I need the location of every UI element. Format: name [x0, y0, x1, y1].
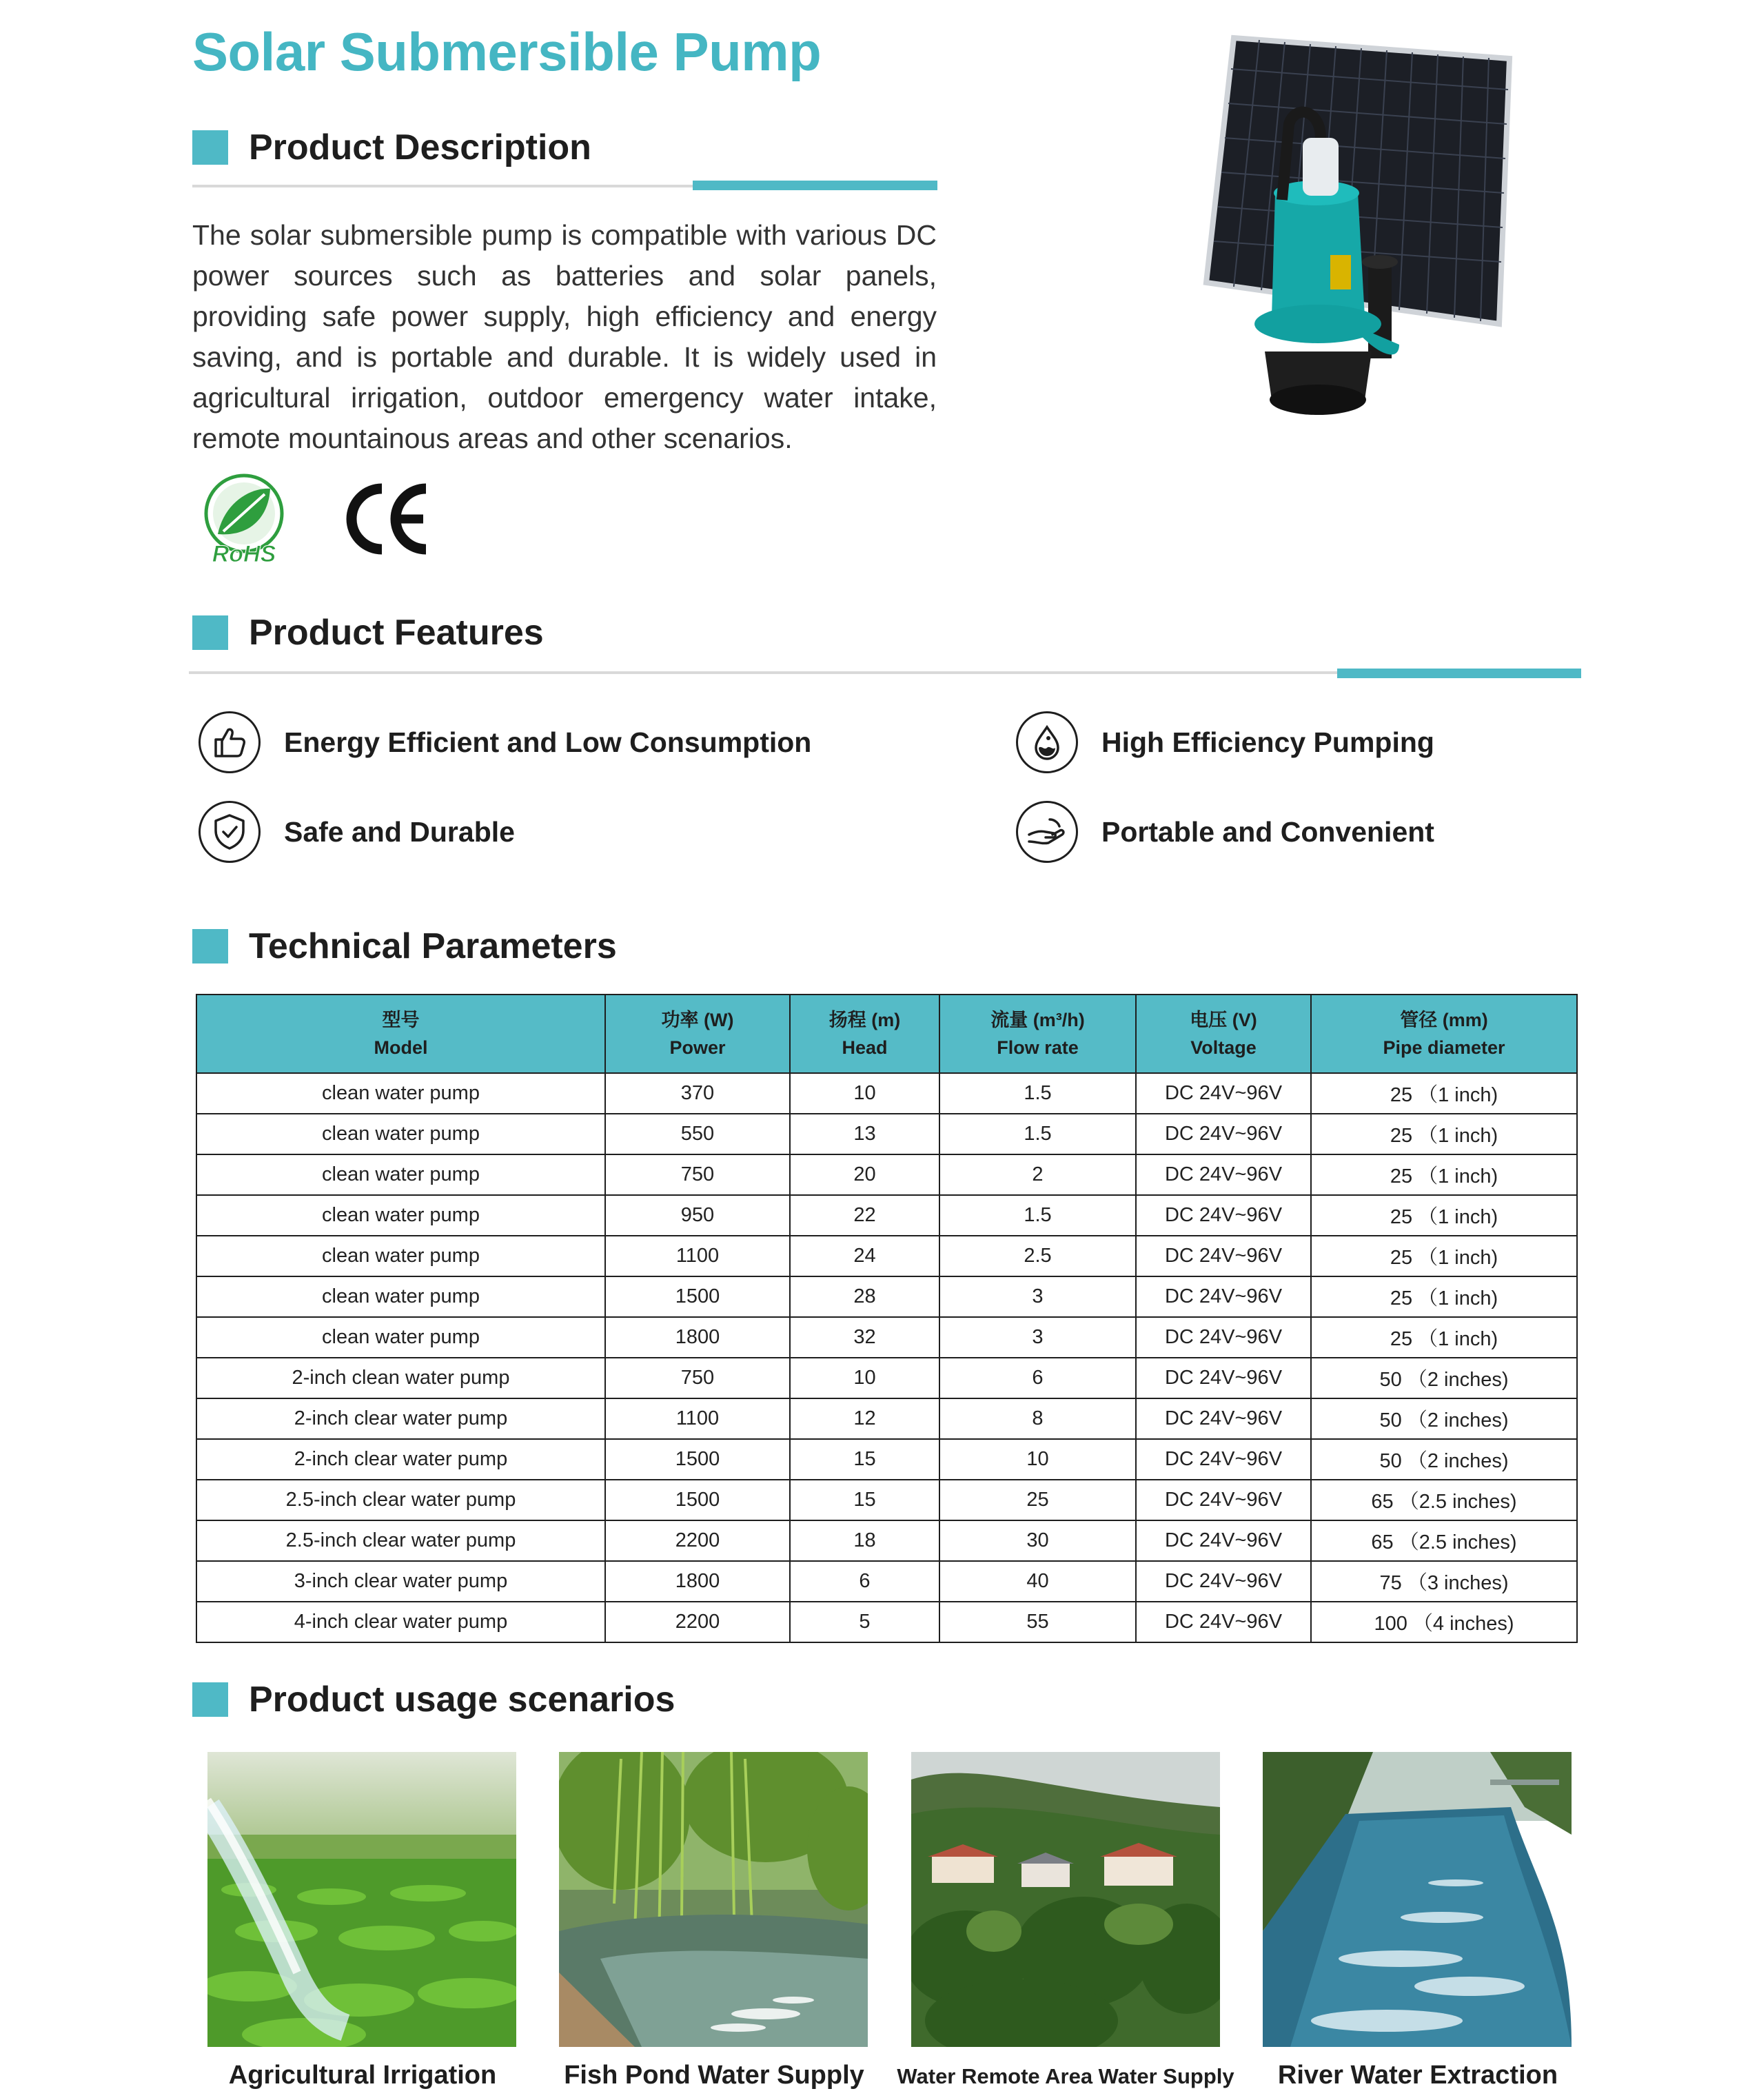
table-cell: 2.5 [939, 1236, 1136, 1276]
table-cell: 10 [939, 1439, 1136, 1480]
table-cell: 5 [790, 1602, 939, 1642]
table-cell: DC 24V~96V [1136, 1358, 1311, 1398]
table-cell: 75 （3 inches) [1311, 1561, 1577, 1602]
scenario-caption: Water Remote Area Water Supply [897, 2064, 1234, 2088]
feature-safe-durable [199, 801, 515, 863]
table-cell: 50 （2 inches) [1311, 1358, 1577, 1398]
description-heading-label: Product Description [249, 128, 591, 167]
table-cell: 3 [939, 1317, 1136, 1358]
table-cell: DC 24V~96V [1136, 1073, 1311, 1114]
features-heading-label: Product Features [249, 613, 544, 653]
table-cell: 3-inch clear water pump [196, 1561, 605, 1602]
table-cell: 1100 [605, 1236, 790, 1276]
scenario-caption: Fish Pond Water Supply [564, 2061, 864, 2090]
feature-portable [1016, 801, 1434, 863]
table-cell: 8 [939, 1398, 1136, 1439]
table-cell: 18 [790, 1520, 939, 1561]
table-cell: 1.5 [939, 1073, 1136, 1114]
column-header-voltage: 电压 (V) Voltage [1136, 995, 1311, 1073]
scenario-image-river [1263, 1752, 1572, 2047]
table-cell: 2200 [605, 1602, 790, 1642]
table-cell: 10 [790, 1073, 939, 1114]
parameters-heading [192, 926, 617, 967]
table-cell: 1800 [605, 1561, 790, 1602]
table-cell: 1.5 [939, 1195, 1136, 1236]
column-header-model: 型号 Model [196, 995, 605, 1073]
table-cell: 3 [939, 1276, 1136, 1317]
feature-high-efficiency [1016, 711, 1434, 773]
table-cell: 25 （1 inch) [1311, 1114, 1577, 1154]
table-cell: 32 [790, 1317, 939, 1358]
parameters-table [196, 994, 1578, 1643]
table-cell: DC 24V~96V [1136, 1317, 1311, 1358]
table-cell: 4-inch clear water pump [196, 1602, 605, 1642]
heading-marker [192, 1682, 228, 1717]
scenario-image-fish-pond [559, 1752, 868, 2047]
table-cell: DC 24V~96V [1136, 1561, 1311, 1602]
feature-label: High Efficiency Pumping [1101, 726, 1434, 758]
column-header-pipe-diameter: 管径 (mm) Pipe diameter [1311, 995, 1577, 1073]
table-cell: DC 24V~96V [1136, 1236, 1311, 1276]
table-cell: 25 （1 inch) [1311, 1276, 1577, 1317]
table-cell: 55 [939, 1602, 1136, 1642]
table-row [196, 1317, 1577, 1358]
table-cell: 750 [605, 1154, 790, 1195]
table-cell: 1500 [605, 1480, 790, 1520]
feature-label: Energy Efficient and Low Consumption [284, 726, 812, 758]
description-heading [192, 127, 591, 168]
description-divider-accent [693, 181, 937, 190]
table-cell: 6 [790, 1561, 939, 1602]
thumbs-up-icon [199, 711, 261, 773]
heading-marker [192, 615, 228, 650]
table-cell: 6 [939, 1358, 1136, 1398]
table-cell: 30 [939, 1520, 1136, 1561]
table-row [196, 1114, 1577, 1154]
table-cell: 25 [939, 1480, 1136, 1520]
table-row [196, 1561, 1577, 1602]
table-cell: 1500 [605, 1276, 790, 1317]
table-row [196, 1398, 1577, 1439]
product-image [1192, 28, 1523, 427]
table-row [196, 1236, 1577, 1276]
table-cell: DC 24V~96V [1136, 1154, 1311, 1195]
feature-label: Safe and Durable [284, 815, 515, 848]
shield-check-icon [199, 801, 261, 863]
table-cell: 1.5 [939, 1114, 1136, 1154]
table-cell: 50 （2 inches) [1311, 1398, 1577, 1439]
scenarios-heading [192, 1679, 675, 1720]
parameters-heading-label: Technical Parameters [249, 926, 617, 966]
table-row [196, 1154, 1577, 1195]
table-cell: clean water pump [196, 1195, 605, 1236]
table-cell: 370 [605, 1073, 790, 1114]
table-cell: clean water pump [196, 1154, 605, 1195]
table-cell: 2.5-inch clear water pump [196, 1520, 605, 1561]
table-row [196, 1602, 1577, 1642]
scenario-caption: River Water Extraction [1277, 2061, 1558, 2090]
table-cell: 1100 [605, 1398, 790, 1439]
heading-marker [192, 929, 228, 964]
table-cell: 2-inch clear water pump [196, 1398, 605, 1439]
table-cell: DC 24V~96V [1136, 1439, 1311, 1480]
hand-icon [1016, 801, 1078, 863]
table-cell: DC 24V~96V [1136, 1480, 1311, 1520]
table-cell: 22 [790, 1195, 939, 1236]
table-cell: clean water pump [196, 1236, 605, 1276]
table-cell: 1800 [605, 1317, 790, 1358]
description-text: The solar submersible pump is compatible with various DC power sources such as batteries and solar panels, providing safe power supply, high efficiency and energy saving, and is portable and durable. It is widely used in agricultural irrigation, outdoor emergency water intake, remote mountainous areas and other scenarios. [192, 219, 937, 454]
table-cell: DC 24V~96V [1136, 1602, 1311, 1642]
scenario-image-remote-area [911, 1752, 1220, 2047]
table-cell: 20 [790, 1154, 939, 1195]
table-cell: 28 [790, 1276, 939, 1317]
table-cell: 2.5-inch clear water pump [196, 1480, 605, 1520]
table-cell: 40 [939, 1561, 1136, 1602]
table-cell: 750 [605, 1358, 790, 1398]
table-cell: 65 （2.5 inches) [1311, 1520, 1577, 1561]
scenario-image-agricultural-irrigation [207, 1752, 516, 2047]
table-cell: 12 [790, 1398, 939, 1439]
table-cell: 1500 [605, 1439, 790, 1480]
table-cell: 25 （1 inch) [1311, 1236, 1577, 1276]
rohs-logo [197, 473, 291, 564]
table-row [196, 1073, 1577, 1114]
rohs-logo-text: RoHS [212, 541, 276, 564]
column-header-head: 扬程 (m) Head [790, 995, 939, 1073]
feature-label: Portable and Convenient [1101, 815, 1434, 848]
table-cell: DC 24V~96V [1136, 1520, 1311, 1561]
table-cell: DC 24V~96V [1136, 1276, 1311, 1317]
ce-logo [342, 480, 431, 558]
feature-energy-efficient [199, 711, 811, 773]
table-cell: 25 （1 inch) [1311, 1195, 1577, 1236]
table-cell: clean water pump [196, 1276, 605, 1317]
table-cell: 25 （1 inch) [1311, 1154, 1577, 1195]
column-header-power: 功率 (W) Power [605, 995, 790, 1073]
table-cell: 2200 [605, 1520, 790, 1561]
table-header-row [196, 995, 1577, 1073]
table-cell: clean water pump [196, 1073, 605, 1114]
table-cell: 2-inch clean water pump [196, 1358, 605, 1398]
heading-marker [192, 130, 228, 165]
table-row [196, 1358, 1577, 1398]
features-divider-accent [1337, 669, 1581, 678]
table-cell: 2 [939, 1154, 1136, 1195]
table-cell: DC 24V~96V [1136, 1114, 1311, 1154]
features-heading [192, 612, 544, 653]
table-cell: 550 [605, 1114, 790, 1154]
table-cell: 2-inch clear water pump [196, 1439, 605, 1480]
table-cell: 25 （1 inch) [1311, 1073, 1577, 1114]
table-cell: 100 （4 inches) [1311, 1602, 1577, 1642]
table-row [196, 1480, 1577, 1520]
table-row [196, 1520, 1577, 1561]
table-row [196, 1439, 1577, 1480]
table-cell: 10 [790, 1358, 939, 1398]
table-cell: 15 [790, 1439, 939, 1480]
table-cell: clean water pump [196, 1317, 605, 1358]
table-cell: clean water pump [196, 1114, 605, 1154]
water-drop-icon [1016, 711, 1078, 773]
table-cell: 50 （2 inches) [1311, 1439, 1577, 1480]
table-cell: 13 [790, 1114, 939, 1154]
table-cell: 65 （2.5 inches) [1311, 1480, 1577, 1520]
page-title: Solar Submersible Pump [192, 21, 822, 82]
table-cell: 24 [790, 1236, 939, 1276]
column-header-flow-rate: 流量 (m³/h) Flow rate [939, 995, 1136, 1073]
table-cell: 15 [790, 1480, 939, 1520]
table-cell: DC 24V~96V [1136, 1398, 1311, 1439]
scenario-caption: Agricultural Irrigation [228, 2061, 497, 2090]
table-cell: 25 （1 inch) [1311, 1317, 1577, 1358]
table-cell: DC 24V~96V [1136, 1195, 1311, 1236]
table-row [196, 1195, 1577, 1236]
table-row [196, 1276, 1577, 1317]
scenarios-heading-label: Product usage scenarios [249, 1680, 675, 1720]
table-cell: 950 [605, 1195, 790, 1236]
